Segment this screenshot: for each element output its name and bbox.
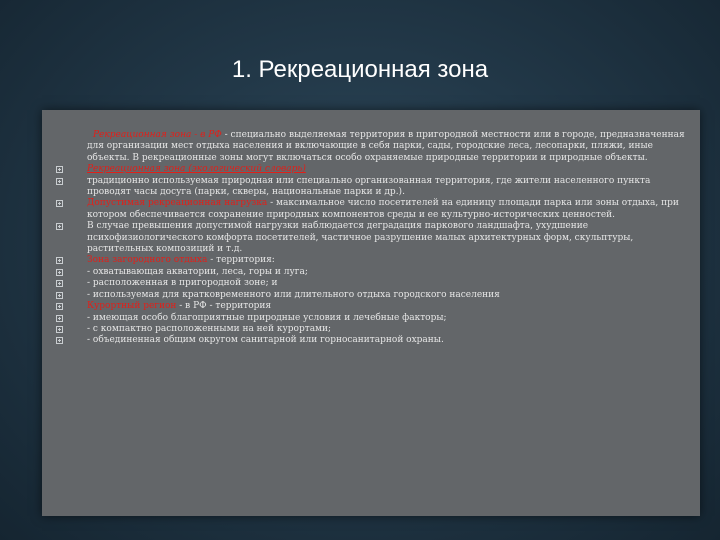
bullet-box-icon [56,326,63,333]
paragraph [87,164,687,175]
paragraph-text: - объединенная общим округом санитарной или горносанитарной охраны. [87,335,444,346]
paragraph [87,176,687,199]
paragraph-text: - специально выделяемая территория в пригородной местности или в городе, предназначенная для организации мест отдыха населения и включающие в себя парки, сады, городские леса, лесопарки, пляжи, иные объекты. В рекреационные зоны могут включаться особо охраняемые природные территории и природные объекты. [87,130,685,163]
paragraph-text: традиционно используемая природная или специально организованная территория, где жители населенного пункта проводят часы досуга (парки, скверы, национальные парки и др.). [87,175,651,198]
bullet-box-icon [56,337,63,344]
highlighted-term: Рекреационная зона - в РФ [93,130,222,140]
paragraph [87,313,687,324]
paragraph [87,324,687,335]
paragraph-text: - охватывающая акватории, леса, горы и луга; [87,266,308,277]
paragraph [87,221,687,255]
paragraph-text: - имеющая особо благоприятные природные условия и лечебные факторы; [87,312,447,323]
paragraph-text: - используемая для кратковременного или длительного отдыха городского населения [87,289,500,300]
content-panel [42,110,700,516]
bullet-box-icon [56,303,63,310]
bullet-box-icon [56,315,63,322]
paragraph-text: - максимальное число посетителей на единицу площади парка или зоны отдыха, при котором обеспечивается сохранение природных компонентов среды и ее культурно-исторических ценностей. [87,198,679,220]
highlighted-term: Рекреационная зона (экологический словарь) [87,164,306,175]
paragraph [87,130,687,164]
highlighted-term: Курортный регион [87,301,177,312]
bullet-box-icon [56,280,63,287]
bullet-box-icon [56,269,63,276]
content-body [87,130,687,347]
highlighted-term: Допустимая рекреационная нагрузка [87,198,268,209]
bullet-box-icon [56,257,63,264]
paragraph-text: - территория: [207,255,275,266]
paragraph [87,335,687,346]
paragraph [87,290,687,301]
highlighted-term: Зона загородного отдыха [87,255,208,266]
paragraph [87,198,687,221]
paragraph [87,278,687,289]
paragraph [87,255,687,266]
paragraph-text: - с компактно расположенными на ней курортами; [87,323,332,334]
bullet-box-icon [56,223,63,230]
bullet-box-icon [56,166,63,173]
slide-title: 1. Рекреационная зона [231,56,489,83]
paragraph [87,301,687,312]
bullet-box-icon [56,178,63,185]
paragraph [87,267,687,278]
paragraph-text: - в РФ - территория [176,301,272,312]
bullet-box-icon [56,200,63,207]
paragraph-text: - расположенная в пригородной зоне; и [87,278,278,289]
bullet-box-icon [56,292,63,299]
paragraph-text: В случае превышения допустимой нагрузки наблюдается деградация паркового ландшафта, ухудшение психофизиологического комфорта посетителей, частичное разрушение малых архитектурных форм, скульптуры, растительных композиций и т.д. [87,221,634,255]
